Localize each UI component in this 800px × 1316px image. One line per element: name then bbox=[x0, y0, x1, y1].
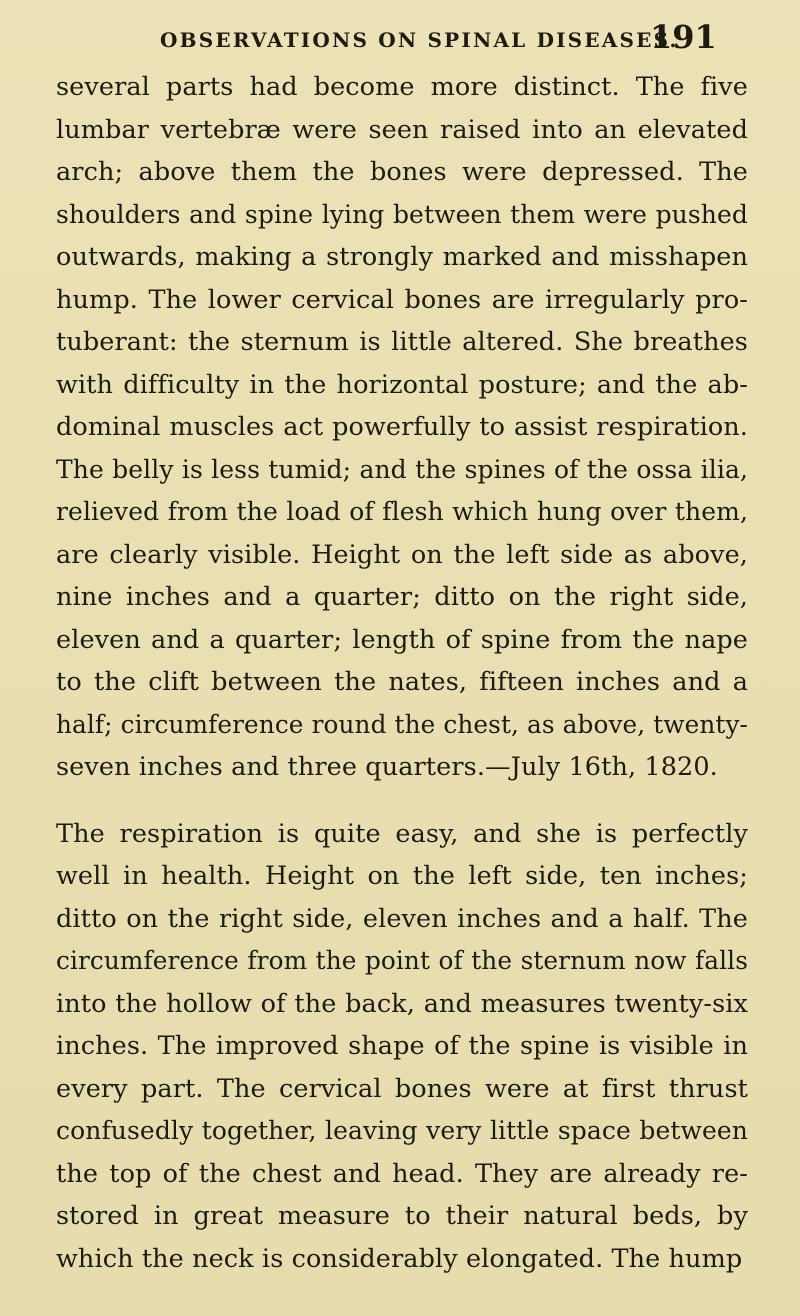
running-title: OBSERVATIONS ON SPINAL DISEASES. bbox=[160, 28, 679, 52]
text-line: which the neck is considerably elongated. The hump bbox=[56, 1243, 743, 1274]
text-line: to the clift between the nates, fifteen inches and a bbox=[56, 667, 748, 697]
text-line: the top of the chest and head. They are already re- bbox=[56, 1158, 748, 1189]
paragraph-1 bbox=[56, 66, 748, 789]
text-line: are clearly visible. Height on the left side as above, bbox=[56, 539, 748, 570]
text-line: with difficulty in the horizontal posture; and the ab- bbox=[56, 369, 748, 400]
text-line: seven inches and three quarters.—July 16th, 1820. bbox=[56, 752, 718, 782]
text-line: lumbar vertebræ were seen raised into an elevated bbox=[56, 114, 748, 145]
text-line: ditto on the right side, eleven inches and a half. The bbox=[56, 903, 748, 934]
text-line: arch; above them the bones were depressed. The bbox=[56, 157, 748, 187]
text-line: eleven and a quarter; length of spine from the nape bbox=[56, 624, 748, 655]
text-line: inches. The improved shape of the spine is visible in bbox=[56, 1031, 748, 1061]
body-text bbox=[56, 66, 748, 1280]
running-head bbox=[0, 18, 800, 58]
text-line: outwards, making a strongly marked and misshapen bbox=[56, 242, 748, 272]
text-line: nine inches and a quarter; ditto on the right side, bbox=[56, 582, 748, 612]
text-line: half; circumference round the chest, as above, twenty- bbox=[56, 709, 748, 739]
text-line: The respiration is quite easy, and she is perfectly bbox=[56, 818, 748, 849]
text-line: into the hollow of the back, and measures twenty-six bbox=[56, 988, 748, 1019]
text-line: every part. The cervical bones were at first thrust bbox=[56, 1073, 748, 1104]
text-line: The belly is less tumid; and the spines of the ossa ilia, bbox=[56, 454, 748, 484]
text-line: confusedly together, leaving very little space between bbox=[56, 1116, 748, 1145]
text-line: stored in great measure to their natural beds, by bbox=[56, 1201, 748, 1231]
text-line: well in health. Height on the left side, ten inches; bbox=[56, 861, 748, 891]
paragraph-2 bbox=[56, 813, 748, 1281]
text-line: dominal muscles act powerfully to assist respiration. bbox=[56, 412, 748, 442]
text-line: shoulders and spine lying between them were pushed bbox=[56, 199, 748, 229]
text-line: relieved from the load of flesh which hung over them, bbox=[56, 497, 748, 526]
text-line: tuberant: the sternum is little altered. She breathes bbox=[56, 327, 748, 357]
text-line: several parts had become more distinct. The five bbox=[56, 72, 748, 102]
text-line: hump. The lower cervical bones are irregularly pro- bbox=[56, 284, 748, 315]
text-line: circumference from the point of the sternum now falls bbox=[56, 946, 748, 975]
page-number: 191 bbox=[650, 18, 717, 56]
